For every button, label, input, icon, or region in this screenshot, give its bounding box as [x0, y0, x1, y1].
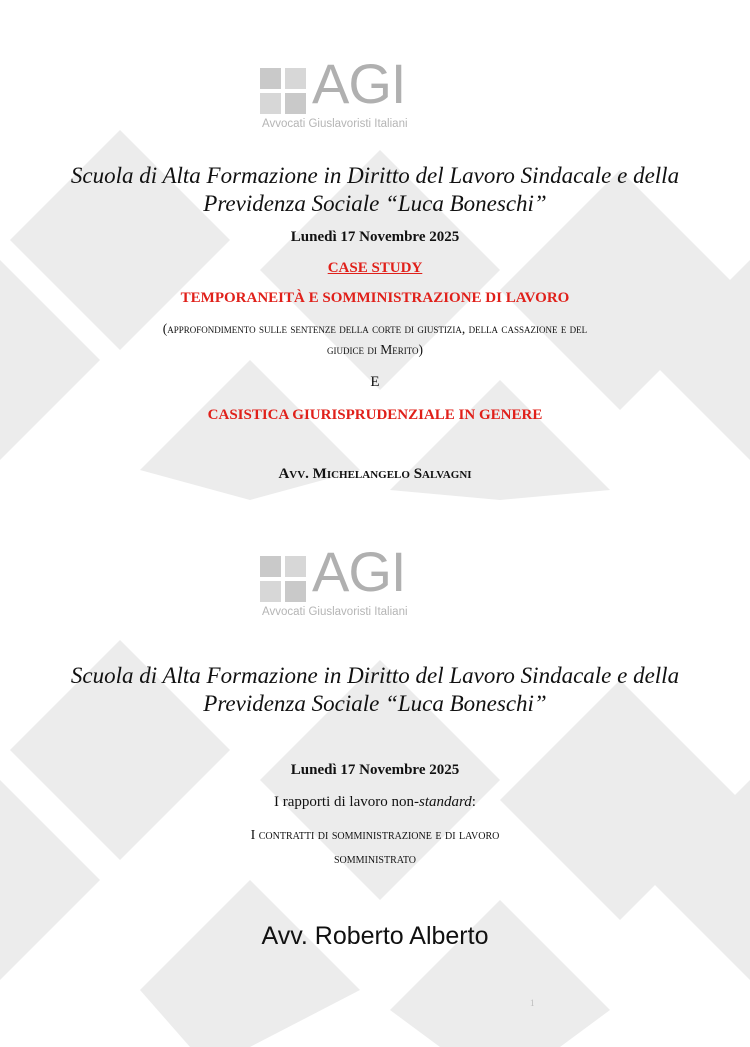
- session-subtitle-italic: standard: [419, 794, 472, 810]
- logo-squares-icon: [260, 68, 306, 114]
- slide-2: [0, 500, 750, 1047]
- agi-logo: [260, 540, 430, 630]
- event-date: Lunedì 17 Novembre 2025: [290, 229, 460, 245]
- topic-note: [0, 318, 750, 360]
- logo-wordmark: AGI: [312, 540, 406, 603]
- topic-heading: TEMPORANEITÀ E SOMMINISTRAZIONE DI LAVORO: [180, 290, 570, 306]
- logo-subtitle: Avvocati Giuslavoristi Italiani: [262, 606, 408, 618]
- session-subtitle: [0, 794, 750, 811]
- school-title-line-2: Previdenza Sociale “Luca Boneschi”: [203, 691, 547, 716]
- school-title: [0, 162, 750, 218]
- logo-squares-icon: [260, 556, 306, 602]
- school-title-line-1: Scuola di Alta Formazione in Diritto del Lavoro Sindacale e della: [70, 163, 680, 188]
- contracts-heading-line-1: I contratti di somministrazione e di lavoro: [250, 828, 500, 843]
- author-name: Avv. Roberto Alberto: [261, 922, 489, 950]
- contracts-heading-line-2: somministrato: [333, 852, 417, 867]
- conjunction: E: [370, 374, 380, 390]
- session-subtitle-suffix: :: [471, 794, 476, 810]
- page-number: 1: [530, 998, 535, 1008]
- logo-wordmark: AGI: [312, 52, 406, 115]
- school-title: [0, 662, 750, 718]
- school-title-line-2: Previdenza Sociale “Luca Boneschi”: [203, 191, 547, 216]
- agi-logo: [260, 52, 430, 142]
- event-date: Lunedì 17 Novembre 2025: [290, 762, 460, 778]
- contracts-heading: [0, 824, 750, 872]
- school-title-line-1: Scuola di Alta Formazione in Diritto del Lavoro Sindacale e della: [70, 663, 680, 688]
- session-subtitle-prefix: I rapporti di lavoro non-: [274, 794, 419, 810]
- case-study-heading: CASE STUDY: [327, 260, 423, 276]
- author-name: Avv. Michelangelo Salvagni: [278, 466, 472, 482]
- slide-1: [0, 0, 750, 500]
- logo-subtitle: Avvocati Giuslavoristi Italiani: [262, 118, 408, 130]
- topic-note-line-2: giudice di Merito): [326, 342, 424, 357]
- topic-2-heading: CASISTICA GIURISPRUDENZIALE IN GENERE: [207, 407, 543, 423]
- topic-note-line-1: (approfondimento sulle sentenze della corte di giustizia, della cassazione e del: [162, 321, 588, 336]
